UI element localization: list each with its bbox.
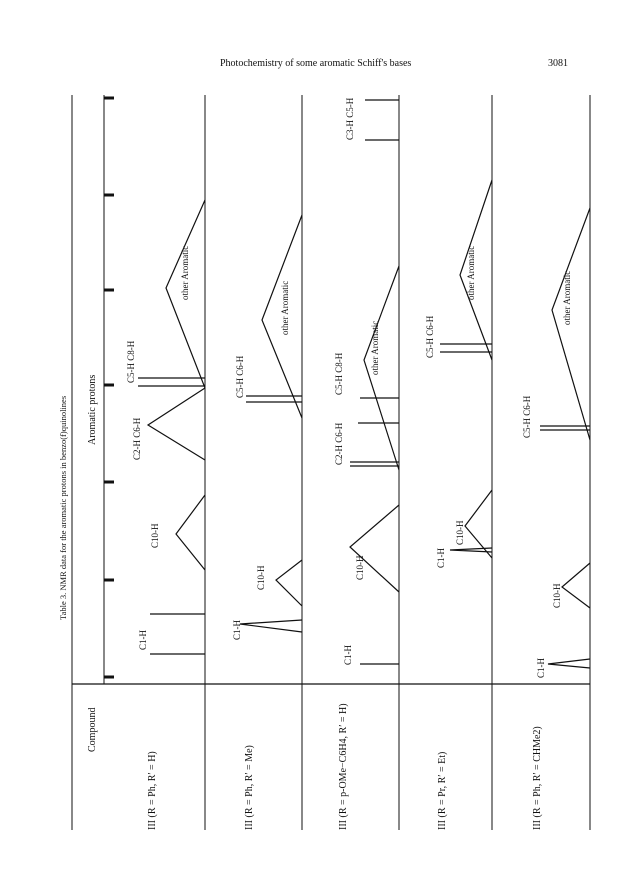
compound-name: III (R = Ph, R′ = H) <box>147 751 158 830</box>
peak-label: C10-H <box>256 565 266 590</box>
peak-label: C5-H C6-H <box>425 315 435 358</box>
peak-label: C1-H <box>343 645 353 665</box>
peak-label: other Aromatic <box>562 270 572 325</box>
peak-label: C2-H C6-H <box>132 417 142 460</box>
peak-label: C10-H <box>552 583 562 608</box>
table-caption: Table 3. NMR data for the aromatic protons in benzo(f)quinolines <box>58 395 68 620</box>
peak-label: C5-H C8-H <box>126 340 136 383</box>
peak-label: C1-H <box>536 658 546 678</box>
page-number: 3081 <box>548 58 568 69</box>
peak-label: C1-H <box>436 548 446 568</box>
peak-label: C5-H C6-H <box>522 395 532 438</box>
peak-label: C5-H C8-H <box>334 352 344 395</box>
peak-label: other Aromatic <box>370 320 380 375</box>
peak-label: C3-H C5-H <box>345 97 355 140</box>
peak-label: C2-H C6-H <box>334 422 344 465</box>
compound-name: III (R = Pr, R′ = Et) <box>437 751 448 830</box>
peak-label: C10-H <box>455 520 465 545</box>
compound-name: III (R = Ph, R′ = CHMe2) <box>532 726 543 830</box>
running-title: Photochemistry of some aromatic Schiff's bases <box>220 58 412 69</box>
column-heading-compound: Compound <box>87 707 98 752</box>
peak-label: C1-H <box>232 620 242 640</box>
peak-label: C1-H <box>138 630 148 650</box>
compound-name: III (R = p-OMe−C6H4, R′ = H) <box>338 703 349 830</box>
peak-label: C10-H <box>355 555 365 580</box>
spectrum-row-1 <box>138 200 205 654</box>
compound-name: III (R = Ph, R′ = Me) <box>244 745 255 830</box>
peak-label: other Aromatic <box>466 245 476 300</box>
peak-label: other Aromatic <box>280 280 290 335</box>
peak-label: C10-H <box>150 523 160 548</box>
peak-label: C5-H C6-H <box>235 355 245 398</box>
spectrum-row-2 <box>240 215 302 632</box>
peak-label: other Aromatic <box>180 245 190 300</box>
spectrum-row-4 <box>440 180 492 558</box>
column-heading-aromatic-protons: Aromatic protons <box>87 374 98 445</box>
